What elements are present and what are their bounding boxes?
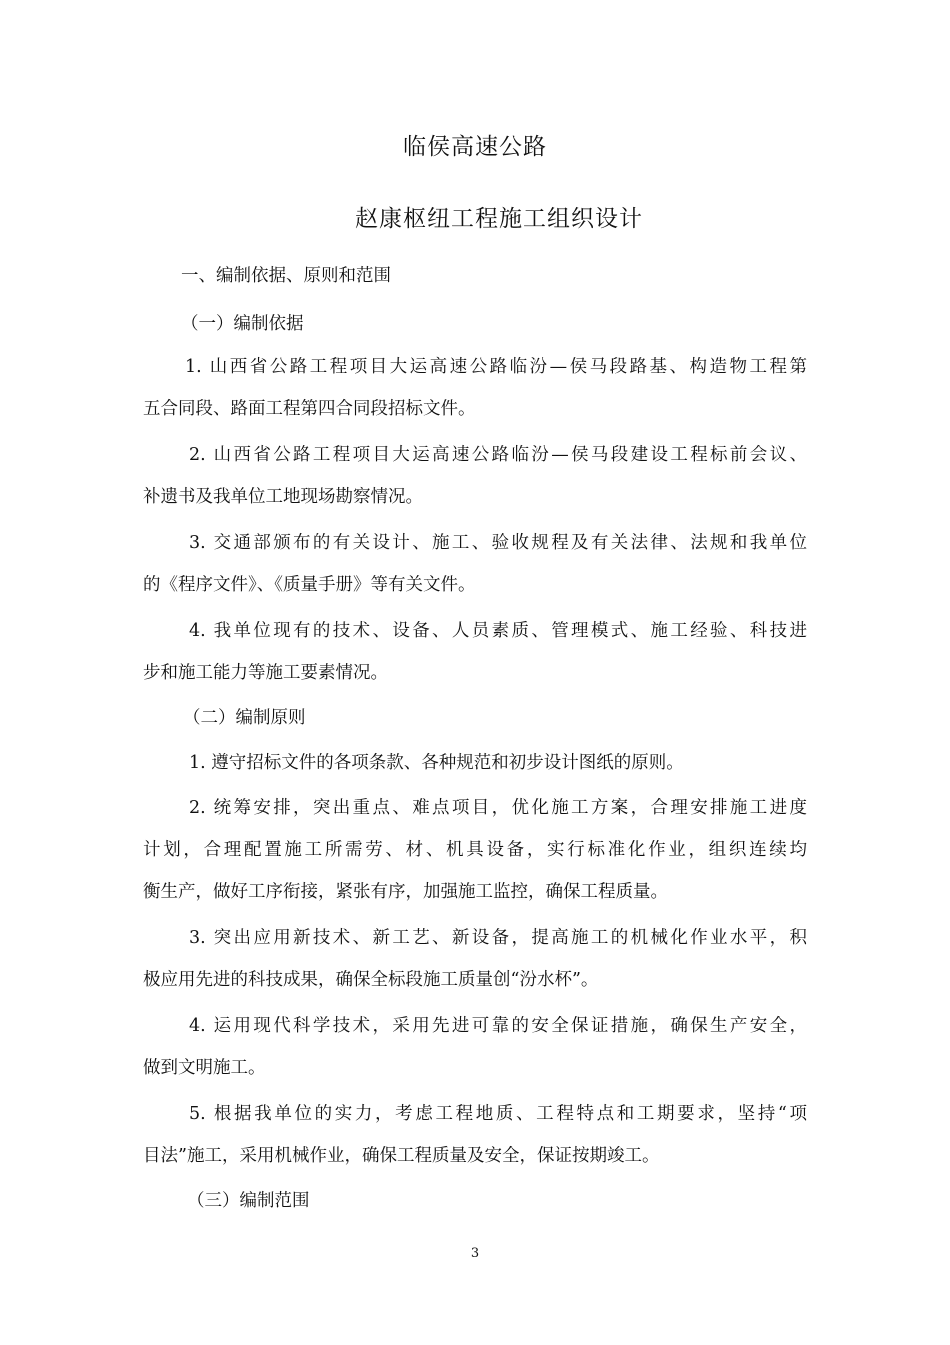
basis-item-1-line1: 1. 山西省公路工程项目大运高速公路临汾—侯马段路基、构造物工程第 (185, 357, 807, 377)
subsection-heading-scope: （三）编制范围 (187, 1191, 310, 1211)
basis-item-3-line2: 的《程序文件》、《质量手册》等有关文件。 (143, 575, 476, 595)
subsection-heading-basis: （一）编制依据 (181, 314, 304, 334)
document-title-line1: 临侯高速公路 (403, 134, 547, 160)
principle-item-5-line1: 5. 根据我单位的实力，考虑工程地质、工程特点和工期要求，坚持“项 (189, 1104, 807, 1124)
section-heading-1: 一、编制依据、原则和范围 (181, 266, 391, 286)
basis-item-4-line1: 4. 我单位现有的技术、设备、人员素质、管理模式、施工经验、科技进 (189, 621, 807, 641)
principle-item-2-line3: 衡生产，做好工序衔接，紧张有序，加强施工监控，确保工程质量。 (143, 882, 668, 902)
basis-item-2-line1: 2. 山西省公路工程项目大运高速公路临汾—侯马段建设工程标前会议、 (189, 445, 807, 465)
principle-item-3-line2: 极应用先进的科技成果，确保全标段施工质量创“汾水杯”。 (143, 970, 599, 990)
principle-item-5-line2: 目法”施工，采用机械作业，确保工程质量及安全，保证按期竣工。 (143, 1146, 660, 1166)
principle-item-1: 1. 遵守招标文件的各项条款、各种规范和初步设计图纸的原则。 (189, 753, 684, 773)
principle-item-4-line1: 4. 运用现代科学技术，采用先进可靠的安全保证措施，确保生产安全， (189, 1016, 807, 1036)
subsection-heading-principles: （二）编制原则 (183, 708, 306, 728)
document-title-line2: 赵康枢纽工程施工组织设计 (355, 206, 643, 232)
principle-item-2-line2: 计划，合理配置施工所需劳、材、机具设备，实行标准化作业，组织连续均 (143, 840, 807, 860)
principle-item-4-line2: 做到文明施工。 (143, 1058, 266, 1078)
principle-item-2-line1: 2. 统筹安排，突出重点、难点项目，优化施工方案，合理安排施工进度 (189, 798, 807, 818)
principle-item-3-line1: 3. 突出应用新技术、新工艺、新设备，提高施工的机械化作业水平，积 (189, 928, 807, 948)
basis-item-1-line2: 五合同段、路面工程第四合同段招标文件。 (143, 399, 476, 419)
basis-item-2-line2: 补遗书及我单位工地现场勘察情况。 (143, 487, 423, 507)
basis-item-3-line1: 3. 交通部颁布的有关设计、施工、验收规程及有关法律、法规和我单位 (189, 533, 807, 553)
basis-item-4-line2: 步和施工能力等施工要素情况。 (143, 663, 388, 683)
page-number: 3 (470, 1246, 480, 1261)
